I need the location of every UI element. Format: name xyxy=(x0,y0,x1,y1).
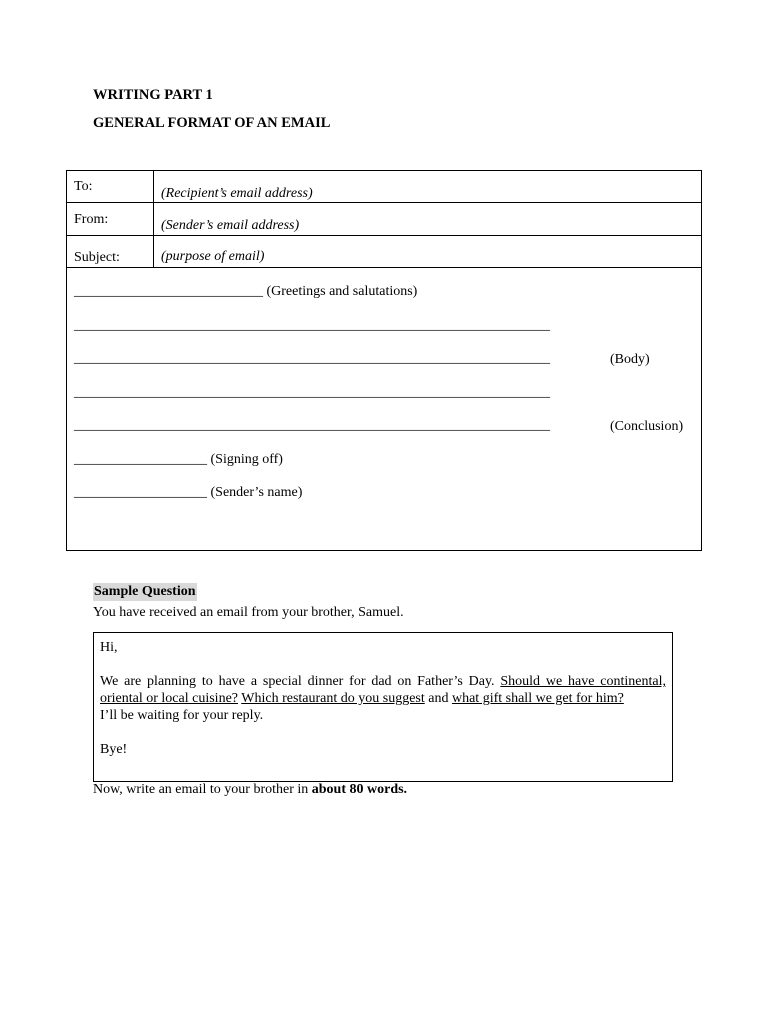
body-line: ____________________________________________________________________ xyxy=(74,318,550,333)
from-label: From: xyxy=(74,212,109,227)
conjunction: and xyxy=(424,691,452,706)
greetings-line: ___________________________ (Greetings and salutations) xyxy=(74,284,418,299)
from-row xyxy=(67,203,701,236)
sample-question-label: Sample Question xyxy=(94,584,196,599)
task-instruction xyxy=(93,782,407,798)
email-body xyxy=(100,673,666,707)
conclusion-line: ____________________________________________________________________ xyxy=(74,418,550,433)
body-line: ____________________________________________________________________ xyxy=(74,385,550,400)
email-greeting: Hi, xyxy=(100,640,118,655)
subject-row xyxy=(67,236,701,268)
signing-off-line: ___________________ (Signing off) xyxy=(74,452,283,467)
question-gift: what gift shall we get for him? xyxy=(451,691,624,706)
section-heading: WRITING PART 1 xyxy=(93,87,213,103)
page-title: GENERAL FORMAT OF AN EMAIL xyxy=(93,115,331,131)
email-closing-line: I’ll be waiting for your reply. xyxy=(100,708,264,723)
to-label: To: xyxy=(74,179,93,194)
email-signoff: Bye! xyxy=(100,742,128,757)
email-format-table xyxy=(66,170,702,551)
subject-label: Subject: xyxy=(74,250,120,265)
email-body-text: We are planning to have a special dinner for dad on Father’s Day. xyxy=(100,674,501,689)
question-cuisine: Should we have continental, oriental or local cuisine? xyxy=(100,674,666,706)
subject-hint: (purpose of email) xyxy=(161,249,265,264)
conclusion-label: (Conclusion) xyxy=(610,419,684,434)
body-label: (Body) xyxy=(610,352,650,367)
from-hint: (Sender’s email address) xyxy=(161,218,300,233)
sample-intro: You have received an email from your brother, Samuel. xyxy=(93,605,404,620)
body-line: ____________________________________________________________________ xyxy=(74,351,550,366)
instruction-text: Now, write an email to your brother in xyxy=(93,782,312,797)
to-row xyxy=(67,171,701,203)
word-count: about 80 words. xyxy=(311,782,408,797)
sample-email-box xyxy=(93,632,673,782)
question-restaurant: Which restaurant do you suggest xyxy=(241,691,425,706)
to-hint: (Recipient’s email address) xyxy=(161,186,313,201)
senders-name-line: ___________________ (Sender’s name) xyxy=(74,485,303,500)
